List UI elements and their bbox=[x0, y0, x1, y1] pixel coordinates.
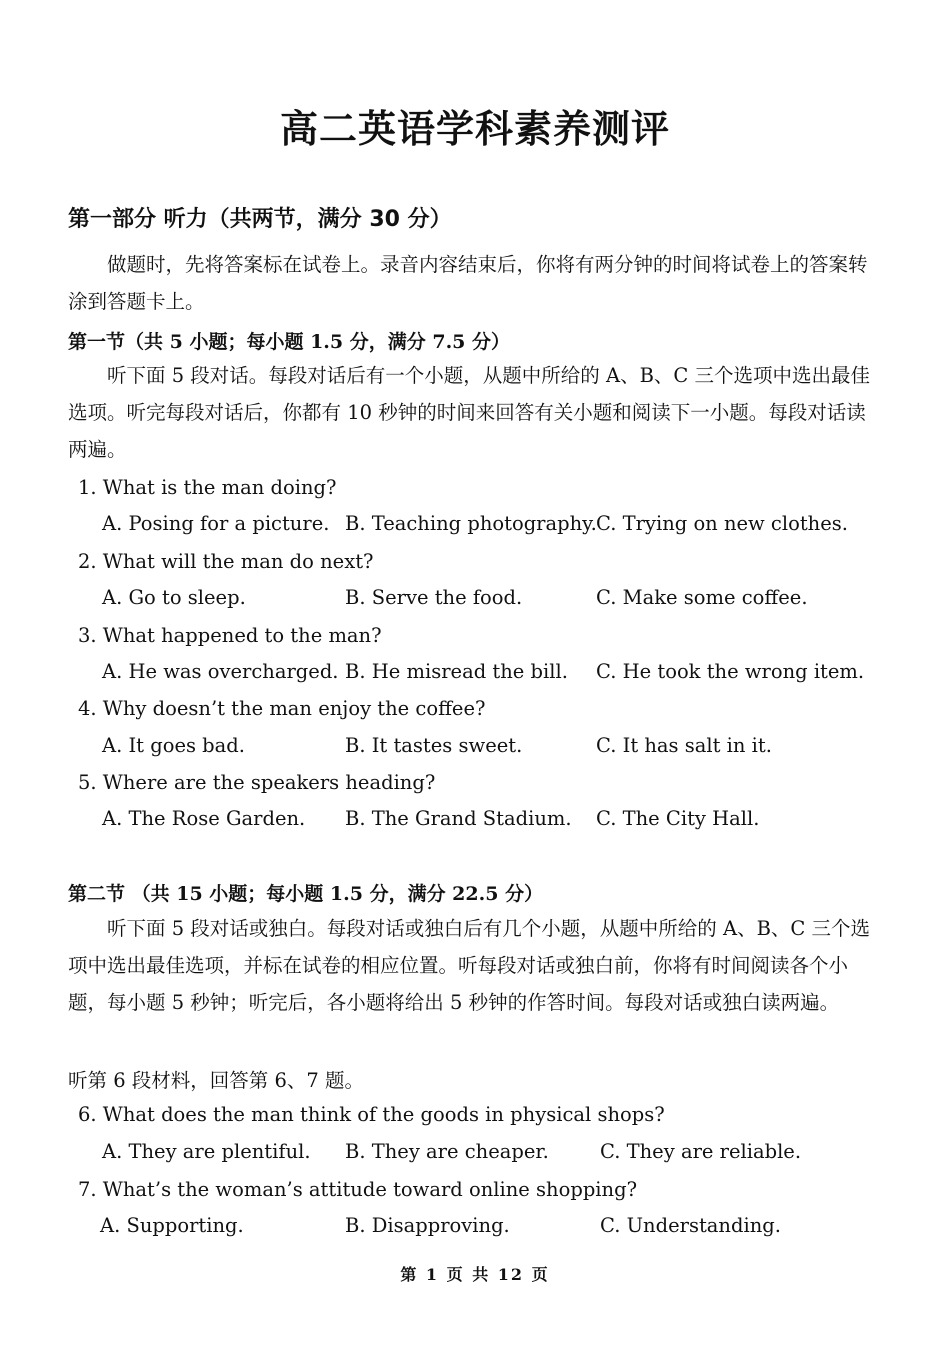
option-b: B. It tastes sweet. bbox=[345, 734, 523, 757]
question-options bbox=[102, 1140, 892, 1168]
question-stem: 6. What does the man think of the goods in physical shops? bbox=[78, 1103, 665, 1126]
page-title: 高二英语学科素养测评 bbox=[279, 107, 670, 151]
question-options bbox=[102, 660, 892, 688]
option-c: C. They are reliable. bbox=[600, 1140, 802, 1163]
option-c: C. The City Hall. bbox=[596, 807, 760, 830]
question-stem: 2. What will the man do next? bbox=[78, 550, 374, 573]
section1-heading: 第一节（共 5 小题；每小题 1.5 分，满分 7.5 分） bbox=[68, 331, 511, 353]
question-options bbox=[102, 512, 892, 540]
question-stem: 7. What’s the woman’s attitude toward online shopping? bbox=[78, 1178, 638, 1201]
question-stem: 5. Where are the speakers heading? bbox=[78, 771, 436, 794]
option-a: A. Go to sleep. bbox=[102, 586, 246, 609]
option-c: C. He took the wrong item. bbox=[596, 660, 865, 683]
question-options bbox=[102, 807, 892, 835]
question-stem: 1. What is the man doing? bbox=[78, 476, 337, 499]
option-a: A. The Rose Garden. bbox=[102, 807, 306, 830]
section2-heading: 第二节 （共 15 小题；每小题 1.5 分，满分 22.5 分） bbox=[68, 883, 544, 905]
page-footer: 第 1 页 共 12 页 bbox=[400, 1265, 550, 1284]
question-stem: 4. Why doesn’t the man enjoy the coffee? bbox=[78, 697, 486, 720]
question-options bbox=[102, 1214, 892, 1242]
option-c: C. Trying on new clothes. bbox=[596, 512, 848, 535]
option-a: A. He was overcharged. bbox=[102, 660, 339, 683]
option-b: B. He misread the bill. bbox=[345, 660, 568, 683]
option-b: B. Serve the food. bbox=[345, 586, 523, 609]
option-c: C. It has salt in it. bbox=[596, 734, 772, 757]
option-b: B. The Grand Stadium. bbox=[345, 807, 572, 830]
option-a: A. Supporting. bbox=[100, 1214, 244, 1237]
option-a: A. Posing for a picture. bbox=[102, 512, 330, 535]
option-b: B. Teaching photography. bbox=[345, 512, 597, 535]
material-note: 听第 6 段材料，回答第 6、7 题。 bbox=[68, 1069, 365, 1092]
question-stem: 3. What happened to the man? bbox=[78, 624, 382, 647]
section1-instructions: 听下面 5 段对话。每段对话后有一个小题，从题中所给的 A、B、C 三个选项中选出最佳选项。听完每段对话后，你都有 10 秒钟的时间来回答有关小题和阅读下一小题。每段对话读两遍。 bbox=[68, 364, 871, 461]
option-a: A. It goes bad. bbox=[102, 734, 245, 757]
section2-instructions: 听下面 5 段对话或独白。每段对话或独白后有几个小题，从题中所给的 A、B、C 三个选项中选出最佳选项，并标在试卷的相应位置。听每段对话或独白前，你将有时间阅读各个小题，每小题 5 秒钟；听完后，各小题将给出 5 秒钟的作答时间。每段对话或独白读两遍。 bbox=[68, 917, 871, 1014]
part1-heading: 第一部分 听力（共两节，满分 30 分） bbox=[68, 207, 452, 232]
option-c: C. Understanding. bbox=[600, 1214, 781, 1237]
option-b: B. They are cheaper. bbox=[345, 1140, 549, 1163]
option-b: B. Disapproving. bbox=[345, 1214, 510, 1237]
question-options bbox=[102, 586, 892, 614]
part1-intro: 做题时，先将答案标在试卷上。录音内容结束后，你将有两分钟的时间将试卷上的答案转涂到答题卡上。 bbox=[68, 253, 868, 313]
question-options bbox=[102, 734, 892, 762]
option-a: A. They are plentiful. bbox=[102, 1140, 311, 1163]
option-c: C. Make some coffee. bbox=[596, 586, 808, 609]
